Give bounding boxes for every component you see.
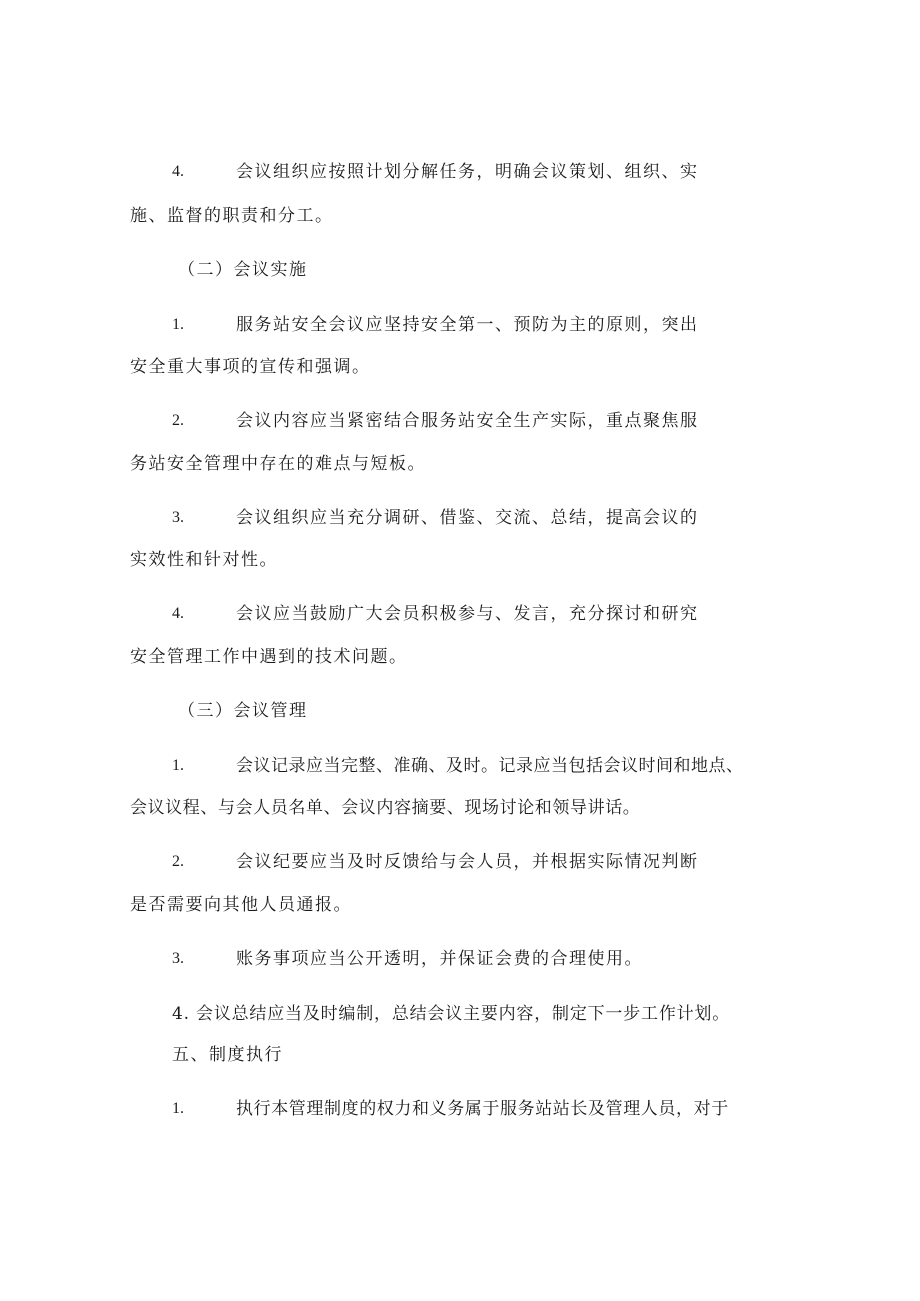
section-heading: 五、制度执行 — [172, 1045, 283, 1065]
list-number: 4. — [172, 163, 184, 180]
list-number: 2. — [172, 412, 184, 429]
list-item-text: 会议应当鼓励广大会员积极参与、发言，充分探讨和研究 — [236, 604, 699, 624]
list-item-text: 执行本管理制度的权力和义务属于服务站站长及管理人员，对于 — [236, 1099, 729, 1119]
section-heading: （三）会议管理 — [178, 701, 308, 721]
list-item-text: 会议组织应当充分调研、借鉴、交流、总结，提高会议的 — [236, 508, 699, 528]
list-item-text: 账务事项应当公开透明，并保证会费的合理使用。 — [236, 949, 643, 969]
list-item-text: 会议组织应按照计划分解任务，明确会议策划、组织、实 — [236, 162, 699, 182]
list-number: 1. — [172, 757, 184, 774]
list-item-text: 会议记录应当完整、准确、及时。记录应当包括会议时间和地点、 — [236, 756, 744, 776]
list-item-text: 实效性和针对性。 — [130, 550, 278, 570]
list-number: 1. — [172, 1100, 184, 1117]
list-item-text: 安全管理工作中遇到的技术问题。 — [130, 647, 408, 667]
list-number: 3. — [172, 950, 184, 967]
list-number: 2. — [172, 853, 184, 870]
list-item-text: 务站安全管理中存在的难点与短板。 — [130, 454, 426, 474]
list-item-text: 会议内容应当紧密结合服务站安全生产实际，重点聚焦服 — [236, 411, 699, 431]
list-item-text: 会议纪要应当及时反馈给与会人员，并根据实际情况判断 — [236, 852, 699, 872]
section-heading: （二）会议实施 — [178, 260, 308, 280]
list-item-text: 安全重大事项的宣传和强调。 — [130, 357, 371, 377]
list-item-text: 4. 会议总结应当及时编制，总结会议主要内容，制定下一步工作计划。 — [172, 1004, 731, 1024]
list-number: 3. — [172, 509, 184, 526]
list-number: 4. — [172, 605, 184, 622]
list-item-text: 会议议程、与会人员名单、会议内容摘要、现场讨论和领导讲话。 — [130, 798, 641, 818]
list-number: 1. — [172, 316, 184, 333]
list-item-text: 是否需要向其他人员通报。 — [130, 895, 352, 915]
list-item-text: 服务站安全会议应坚持安全第一、预防为主的原则，突出 — [236, 315, 699, 335]
list-item-text: 施、监督的职责和分工。 — [130, 206, 334, 226]
